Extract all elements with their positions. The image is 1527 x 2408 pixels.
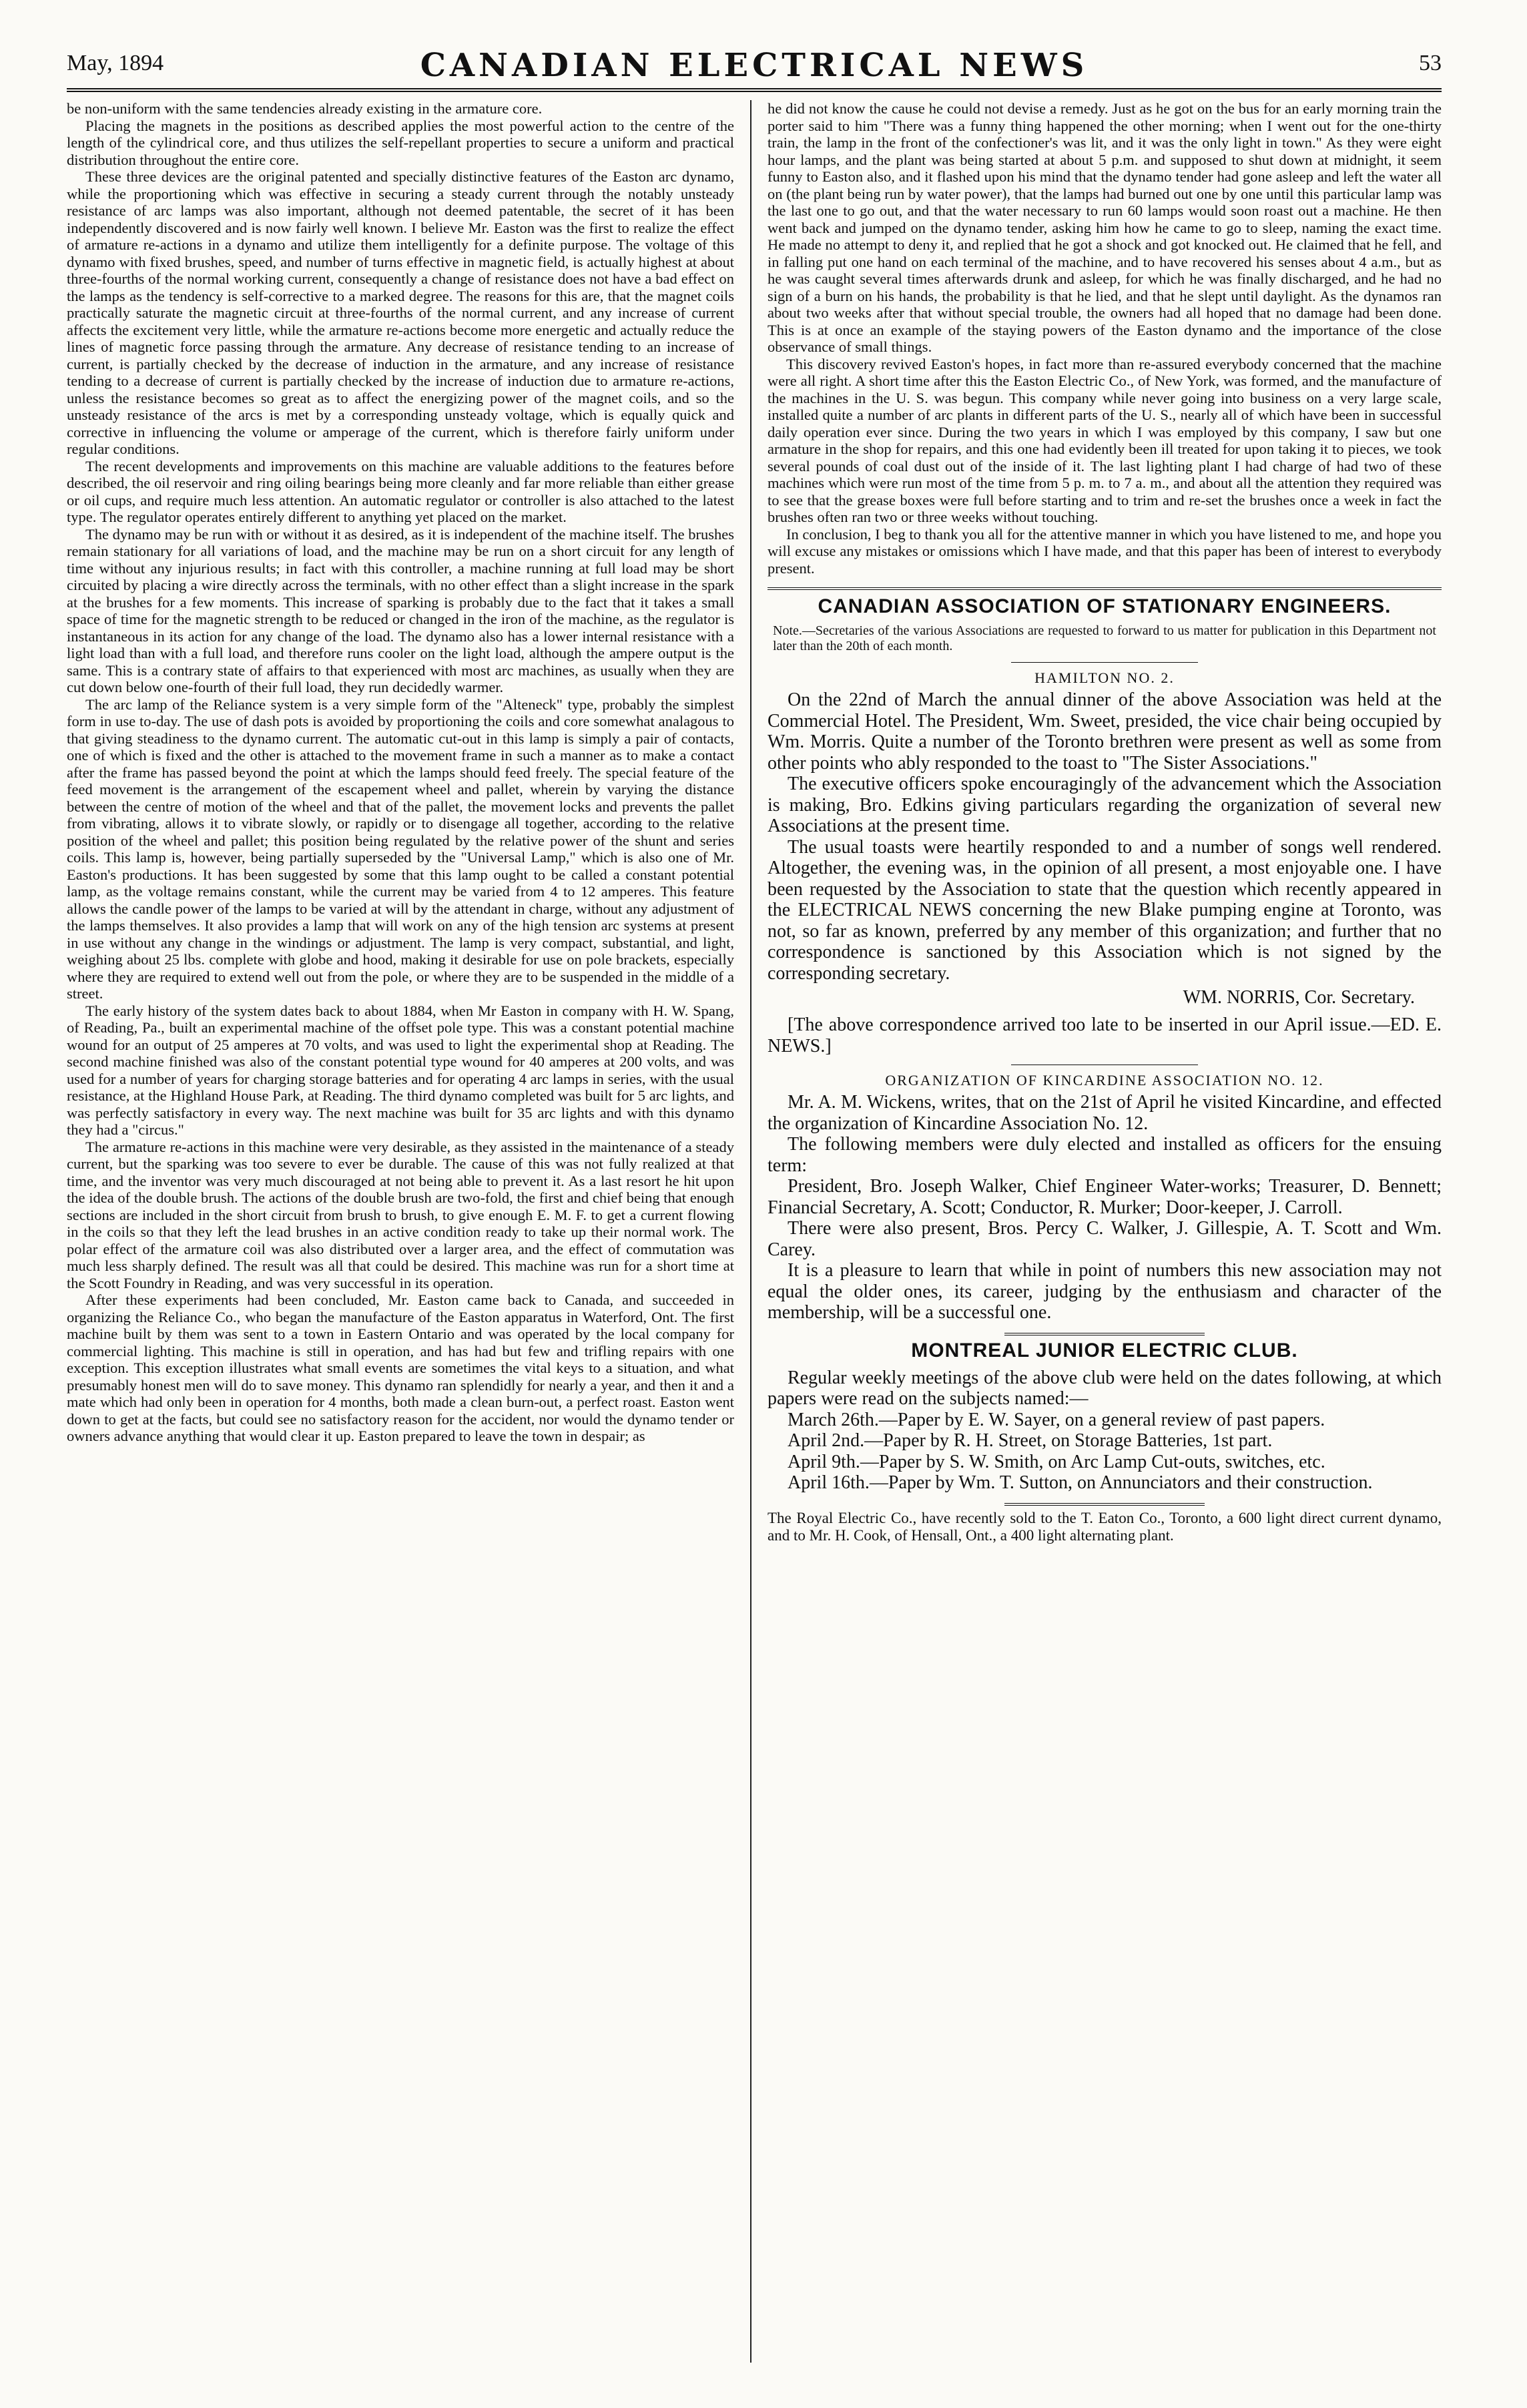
royal-electric-notice: The Royal Electric Co., have recently sold to the T. Eaton Co., Toronto, a 600 light direct current dynamo, and to Mr. H. Cook, of Hensall, Ont., a 400 light alternating plant. — [768, 1509, 1442, 1544]
paragraph: Mr. A. M. Wickens, writes, that on the 21st of April he visited Kincardine, and effected the organization of Kincardine Association No. 12. — [768, 1092, 1442, 1134]
paragraph: On the 22nd of March the annual dinner of the above Association was held at the Commercial Hotel. The President, Wm. Sweet, presided, the vice chair being occupied by Wm. Morris. Quite a number of the Toronto brethren were present as well as some from other points who ably responded to the toast to "The Sister Associations." — [768, 689, 1442, 774]
hamilton-report — [768, 689, 1442, 1057]
columns — [67, 100, 1442, 2363]
paragraph: The early history of the system dates back to about 1884, when Mr Easton in company with H. W. Spang, of Reading, Pa., built an experimental machine of the offset pole type. This was a constant potential machine wound for an output of 25 amperes at 70 volts, and was used to light the experimental shop at Reading. The second machine finished was also of the constant potential type wound for 40 amperes at 200 volts, and was used for a number of years for charging storage batteries and for operating 4 arc lamps in series, with the usual resistance, at the Highland House Park, at Reading. The third dynamo completed was built for 5 arc lights, and was perfectly satisfactory in every way. The next machine was built for 35 arc lights and with this dynamo they had a "circus." — [67, 1002, 734, 1138]
newspaper-page — [67, 47, 1442, 2363]
paragraph: Placing the magnets in the positions as described applies the most powerful action to the centre of the length of the cylindrical core, and thus utilizes the self-repellant properties to secure a uniform and practical distribution throughout the entire core. — [67, 117, 734, 168]
paragraph: The arc lamp of the Reliance system is a very simple form of the "Alteneck" type, probably the simplest form in use to-day. The use of dash pots is avoided by proportioning the coils and core somewhat analagous to that giving steadiness to the dynamo current. The automatic cut-out in this lamp is simply a pair of contacts, one of which is fixed and the other is attached to the movement frame in such a manner as to make a contact after the frame has passed beyond the point at which the lamps should feed freely. The special feature of the feed movement is the arrangement of the escapement wheel and pallet, wherein by varying the distance between the centre of motion of the wheel and that of the pallet, the movement locks and prevents the pallet from vibrating, allows it to vibrate slowly, or rapidly or to disengage all together, according to the relative position of the wheel and pallet; this position being regulated by the relative power of the shunt and series coils. This lamp is, however, being partially superseded by the "Universal Lamp," which is also one of Mr. Easton's productions. It has been suggested by some that this lamp ought to be called a constant potential lamp, as the voltage remains constant, while the current may be varied from 4 to 12 amperes. This feature allows the candle power of the lamps to be varied at will by the attendant in charge, without any adjustment of the lamps themselves. It also provides a lamp that will work on any of the high tension arc systems at present in use without any change in the windings or adjustment. The lamp is very compact, substantial, and light, weighing about 25 lbs. complete with globe and hood, making it desirable for use on pole brackets, especially where they are required to extend well out from the pole, or where they are to be suspended in the middle of a street. — [67, 695, 734, 1002]
paragraph: April 2nd.—Paper by R. H. Street, on Storage Batteries, 1st part. — [788, 1430, 1273, 1451]
paragraph: The executive officers spoke encouragingly of the advancement which the Association is making, Bro. Edkins giving particulars regarding the organization of several new Associations at the present time. — [768, 774, 1442, 836]
column-divider — [750, 100, 751, 2363]
section-title-montreal-club: MONTREAL JUNIOR ELECTRIC CLUB. — [911, 1339, 1298, 1362]
section-rule — [1004, 1503, 1205, 1506]
issue-date: May, 1894 — [67, 51, 164, 75]
section-title-stationary-engineers: CANADIAN ASSOCIATION OF STATIONARY ENGINEERS. — [818, 595, 1392, 617]
paragraph: The following members were duly elected and installed as officers for the ensuing term: — [768, 1134, 1442, 1176]
paragraph: The dynamo may be run with or without it as desired, as it is independent of the machine itself. The brushes remain stationary for all variations of load, and the machine may be run on a short circuit for any length of time without any injurious results; in fact with this controller, a machine running at full load may be short circuited by placing a wire directly across the terminals, with no other effect than a slight increase in the spark at the brushes for a few moments. This increase of sparking is probably due to the fact that it takes a small space of time for the magnetic strength to be reduced or changed in the iron of the machine, as the regulator is instantaneous in its action for any change of the load. The dynamo also has a lower internal resistance with a light load than with a full load, and therefore runs cooler on the light load, although the ampere output is the same. This is a contrary state of affairs to that experienced with most arc machines, as usually when they are cut down below one-fourth of their full load, they run decidedly warmer. — [67, 525, 734, 695]
secretaries-note: Note.—Secretaries of the various Associations are requested to forward to us matter for publication in this Department not later than the 20th of each month. — [773, 623, 1436, 653]
paragraph: This discovery revived Easton's hopes, in fact more than re-assured everybody concerned that the machine were all right. A short time after this the Easton Electric Co., of New York, was formed, and the manufacture of the machines in the U. S. was begun. This company while never going into business on a very large scale, installed quite a number of arc plants in different parts of the U. S., nearly all of which have been in successful daily operation ever since. During the two years in which I was employed by this company, I saw but one armature in the shop for repairs, and this one had evidently been ill treated for upon taking it to pieces, we took several pounds of coal dust out of the inside of it. The last lighting plant I had charge of had two of these machines which were run most of the time from 5 p. m. to 7 a. m., and about all the attention they required was to see that the grease boxes were full before starting and to trim and re-set the brushes once a week in fact the brushes often ran two or three weeks without touching. — [768, 355, 1442, 525]
paragraph: These three devices are the original patented and specially distinctive features of the Easton arc dynamo, while the proportioning which was effective in securing a steady current through the notably unsteady resistance of arc lamps was also important, although not deemed patentable, the secret of it has been independently discovered and is now fairly well known. I believe Mr. Easton was the first to realize the effect of armature re-actions in a dynamo and utilize them intelligently for a definite purpose. The voltage of this dynamo with fixed brushes, speed, and number of turns effective in magnetic field, is actually highest at about three-fourths of the normal working current, consequently a change of resistance does not have a bad effect on the lamps as the tendency is self-corrective to a marked degree. The reasons for this are, that the magnet coils practically saturate the magnetic circuit at three-fourths of the normal current, and any increase of current affects the excitement very little, while the armature re-actions become more energetic and actually reduce the lines of magnetic force passing through the armature. Any decrease of resistance tending to an increase of current, is partially checked by the decrease of induction in the armature, and any increase of resistance tending to a decrease of current is partially checked by the increase of induction due to armature re-actions, unless the resistance becomes so great as to affect the energizing power of the magnet coils, and so the unsteady resistance of the arcs is met by a corresponding unsteady voltage, which is equally quick and corrective in influencing the volume or amperage of the current, which is therefore fairly uniform under regular conditions. — [67, 168, 734, 457]
paragraph: April 9th.—Paper by S. W. Smith, on Arc Lamp Cut-outs, switches, etc. — [788, 1451, 1325, 1472]
paragraph: March 26th.—Paper by E. W. Sayer, on a general review of past papers. — [788, 1409, 1325, 1430]
paragraph: In conclusion, I beg to thank you all for the attentive manner in which you have listened to me, and hope you will excuse any mistakes or omissions which I have made, and that this paper has been of interest to everybody present. — [768, 525, 1442, 577]
subhead-kincardine: ORGANIZATION OF KINCARDINE ASSOCIATION NO. 12. — [885, 1072, 1324, 1089]
kincardine-report — [768, 1092, 1442, 1323]
paragraph: April 16th.—Paper by Wm. T. Sutton, on Annunciators and their construction. — [788, 1472, 1373, 1493]
editor-note: [The above correspondence arrived too late to be inserted in our April issue.—ED. E. NEWS.] — [768, 1014, 1442, 1057]
paragraph: The usual toasts were heartily responded to and a number of songs well rendered. Altogether, the evening was, in the opinion of all present, a most enjoyable one. I have been requested by the Association to state that the question which recently appeared in the ELECTRICAL NEWS concerning the new Blake pumping engine at Toronto, was not, so far as known, preferred by any member of this organization; and further that no correspondence is sanctioned by this Association which is not signed by the corresponding secretary. — [768, 836, 1442, 984]
paragraph: The armature re-actions in this machine were very desirable, as they assisted in the maintenance of a steady current, but the sparking was too severe to ever be durable. The cause of this was not fully realized at that time, and the inventor was very much discouraged at not being able to prevent it. As a last resort he hit upon the idea of the double brush. The actions of the double brush are two-fold, the first and chief being that enough sections are included in the short circuit from brush to brush, to give enough E. M. F. to get a current flowing in the coils so that they left the lead brushes in an active condition ready to take up their normal work. The polar effect of the armature coil was also distributed over a larger area, and the effect of commutation was much less sharply defined. The result was all that could be desired. This machine was run for a short time at the Scott Foundry in Reading, and was very successful in its operation. — [67, 1138, 734, 1291]
article-continuation — [768, 100, 1442, 577]
paragraph: Regular weekly meetings of the above club were held on the dates following, at which papers were read on the subjects named:— — [768, 1367, 1442, 1409]
section-rule — [1004, 1333, 1205, 1335]
paragraph: There were also present, Bros. Percy C. Walker, J. Gillespie, A. T. Scott and Wm. Carey. — [768, 1218, 1442, 1260]
paragraph: he did not know the cause he could not devise a remedy. Just as he got on the bus for an early morning train the porter said to him "There was a funny thing happened the other morning; when I went out for the one-thirty train, the lamp in the front of the confectioner's was lit, and it was the only light in town." As they were eight hour lamps, and the plant was being started at about 5 p.m. and supposed to shut down at midnight, it seem funny to Easton also, and it flashed upon his mind that the dynamo tender had gone asleep and left the water all on (the plant being run by water power), that the lamps had burned out one by one until this particular lamp was the last one to go out, and that the water necessary to run 60 lamps would soon roast out a machine. He then went back and jumped on the dynamo tender, asking him how he came to go to sleep, naming the exact time. He made no attempt to deny it, and replied that he got a shock and got knocked out. He claimed that he fell, and in falling put one hand on each terminal of the machine, and to have recovered his senses about 4 a.m., but as he was caught several times afterwards drunk and asleep, for which he was finally discharged, and he had no sign of a burn on his hands, the probability is that he lied, and that he slept until daylight. As the dynamos ran about two weeks after that without special trouble, the owners had all hoped that no damage had been done. This is at once an example of the staying powers of the Easton dynamo and the importance of the close observance of small things. — [768, 100, 1442, 355]
left-column — [67, 100, 734, 2363]
paragraph: President, Bro. Joseph Walker, Chief Engineer Water-works; Treasurer, D. Bennett; Financial Secretary, A. Scott; Conductor, R. Murker; Door-keeper, J. Carroll. — [768, 1176, 1442, 1218]
paragraph: After these experiments had been concluded, Mr. Easton came back to Canada, and succeeded in organizing the Reliance Co., who began the manufacture of the Easton apparatus in Waterford, Ont. The first machine built by them was sent to a town in Eastern Ontario and was operated by the local company for commercial lighting. This machine is still in operation, and has had but few and trifling repairs with one exception. This exception illustrates what small events are sometimes the vital keys to a situation, and what presumably honest men will do to save money. This dynamo ran splendidly for nearly a year, and then it and a mate which had only been in operation for 4 months, both made a clean burn-out, a perfect roast. Easton went down to get at the facts, but could see no satisfactory reason for the accident, nor would the dynamo tender or owners advance anything that would clear it up. Easton prepared to leave the town in despair; as — [67, 1291, 734, 1444]
publication-title: CANADIAN ELECTRICAL NEWS — [420, 47, 1089, 84]
paragraph: be non-uniform with the same tendencies already existing in the armature core. — [67, 100, 543, 117]
right-column — [768, 100, 1442, 2363]
page-number: 53 — [1419, 51, 1442, 75]
section-rule — [768, 587, 1442, 590]
page-header — [67, 47, 1442, 92]
signature: WM. NORRIS, Cor. Secretary. — [1183, 987, 1415, 1008]
divider — [1011, 662, 1198, 663]
subhead-hamilton: HAMILTON NO. 2. — [1034, 669, 1175, 686]
montreal-club-report — [768, 1368, 1442, 1494]
paragraph: The recent developments and improvements on this machine are valuable additions to the features before described, the oil reservoir and ring oiling bearings being more cleanly and far more reliable than either grease or oil cups, and require much less attention. An automatic regulator or controller is also attached to the latest type. The regulator operates entirely different to anything yet placed on the market. — [67, 457, 734, 525]
paragraph: It is a pleasure to learn that while in point of numbers this new association may not equal the older ones, its career, judging by the enthusiasm and character of the membership, will be a successful one. — [768, 1260, 1442, 1323]
